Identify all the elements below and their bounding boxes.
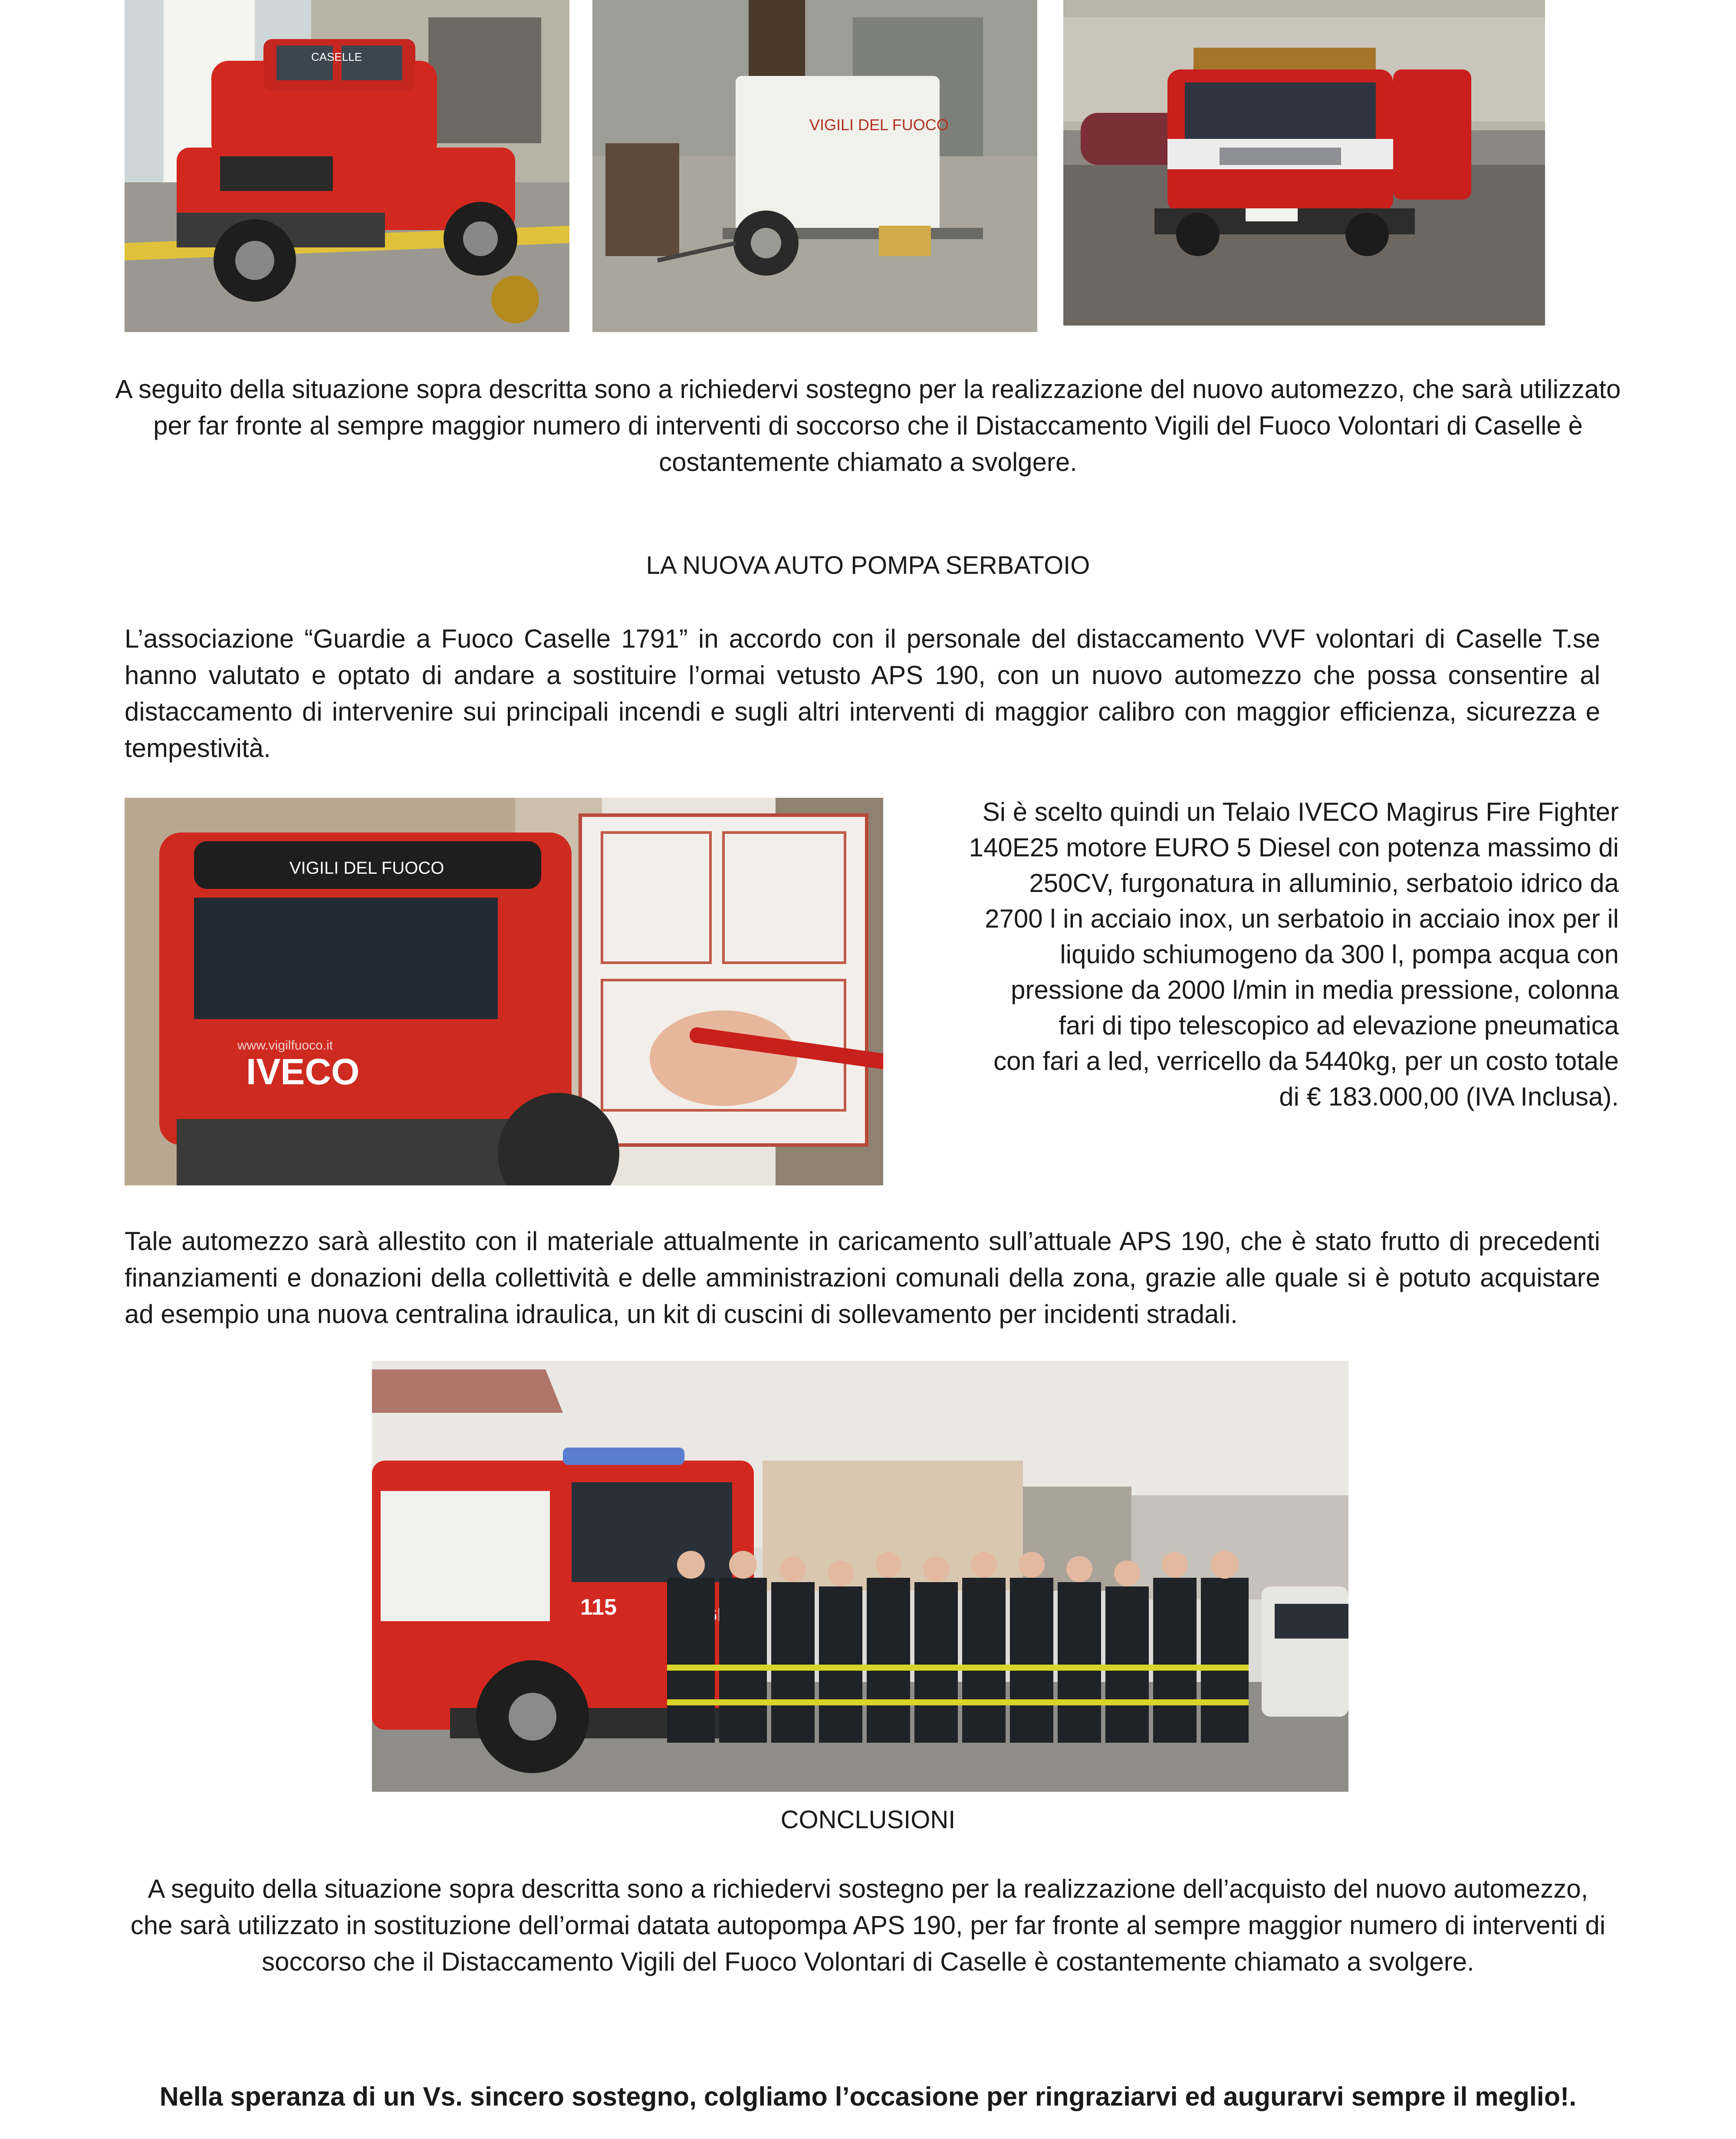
trailer-label-text: VIGILI DEL FUOCO xyxy=(809,116,949,134)
trailer-photo xyxy=(592,0,1037,332)
crew-group-photo xyxy=(372,1361,1348,1792)
spec-line: pressione da 2000 l/min in media pressione, colonna xyxy=(1011,975,1619,1004)
intro-paragraph: A seguito della situazione sopra descritta sono a richiedervi sostegno per la realizzazione del nuovo automezzo, che sarà utilizzato per far fronte al sempre maggior numero di interventi di soccorso che il Distaccamento Vigili del Fuoco Volontari di Caselle è costantemente chiamato a svolgere. xyxy=(115,375,1621,477)
section-title: LA NUOVA AUTO POMPA SERBATOIO xyxy=(646,551,1090,579)
van-photo xyxy=(1063,0,1545,326)
spec-line: liquido schiumogeno da 300 l, pompa acqua con xyxy=(1060,940,1619,969)
sketch-brand-text: IVECO xyxy=(246,1051,360,1092)
spec-line: 2700 l in acciaio inox, un serbatoio in acciaio inox per il xyxy=(985,904,1619,933)
conclusions-title: CONCLUSIONI xyxy=(780,1806,956,1834)
spec-description xyxy=(924,794,1619,1115)
association-paragraph: L’associazione “Guardie a Fuoco Caselle 1791” in accordo con il personale del distaccamento VVF volontari di Caselle T.se hanno valutato e optato di andare a sostituire l’ormai vetusto APS 190, con un nuovo automezzo che possa consentire al distaccamento di intervenire sui principali incendi e sugli altri interventi di maggior calibro con maggior efficienza, sicurezza e tempestività. xyxy=(125,624,1600,763)
spec-line: Si è scelto quindi un Telaio IVECO Magirus Fire Fighter xyxy=(982,797,1619,826)
spec-line: 140E25 motore EURO 5 Diesel con potenza massimo di xyxy=(969,833,1619,862)
sketch-cab-text: VIGILI DEL FUOCO xyxy=(289,859,444,878)
spec-line: 250CV, furgonatura in alluminio, serbatoio idrico da xyxy=(1029,869,1619,898)
equipment-paragraph: Tale automezzo sarà allestito con il materiale attualmente in caricamento sull’attuale APS 190, che è stato frutto di precedenti finanziamenti e donazioni della collettività e delle amministrazioni comunali della zona, grazie alle quale si è potuto acquistare ad esempio una nuova centralina idraulica, un kit di cuscini di sollevamento per incidenti stradali. xyxy=(125,1227,1600,1329)
pickup-truck-photo xyxy=(125,0,569,332)
pickup-plate-text: CASELLE xyxy=(311,50,362,63)
spec-line: con fari a led, verricello da 5440kg, per un costo totale xyxy=(993,1046,1619,1076)
group-number-text: 115 xyxy=(580,1595,617,1620)
closing-statement: Nella speranza di un Vs. sincero sostegno, colgliamo l’occasione per ringraziarvi ed augurarvi sempre il meglio!. xyxy=(159,2082,1577,2111)
fire-truck-sketch-photo xyxy=(125,798,883,1185)
spec-line: di € 183.000,00 (IVA Inclusa). xyxy=(1279,1082,1619,1111)
conclusions-paragraph: A seguito della situazione sopra descritta sono a richiedervi sostegno per la realizzazione dell’acquisto del nuovo automezzo, che sarà utilizzato in sostituzione dell’ormai datata autopompa APS 190, per far fronte al sempre maggior numero di interventi di soccorso che il Distaccamento Vigili del Fuoco Volontari di Caselle è costantemente chiamato a svolgere. xyxy=(130,1874,1606,1976)
spec-line: fari di tipo telescopico ad elevazione pneumatica xyxy=(1059,1011,1619,1040)
sketch-site-text: www.vigilfuoco.it xyxy=(237,1038,333,1053)
